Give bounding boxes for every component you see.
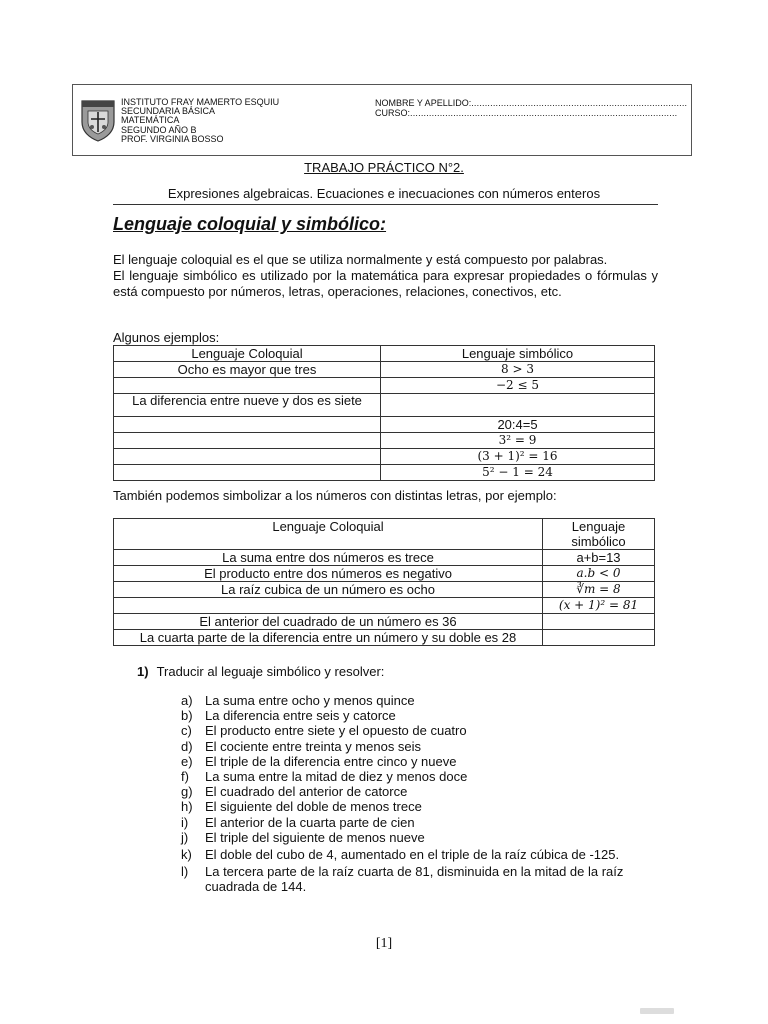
list-item xyxy=(181,693,661,708)
divider xyxy=(113,204,658,205)
column-header: Lenguaje Coloquial xyxy=(114,346,381,362)
page-subtitle: Expresiones algebraicas. Ecuaciones e inecuaciones con números enteros xyxy=(167,186,601,201)
school-line: PROF. VIRGINIA BOSSO xyxy=(121,133,224,144)
list-item xyxy=(181,815,661,830)
exercise-instruction: Traducir al leguaje simbólico y resolver: xyxy=(156,664,385,679)
table-row xyxy=(114,566,655,582)
symbolic-cell: −2 ≤ 5 xyxy=(381,378,655,394)
column-header: Lenguaje Coloquial xyxy=(114,519,543,550)
examples-table xyxy=(113,345,655,481)
colloquial-cell xyxy=(114,598,543,614)
page-number: [1] xyxy=(375,936,393,951)
intro-paragraph xyxy=(113,252,658,300)
exercise-list xyxy=(181,693,661,895)
column-header: Lenguaje simbólico xyxy=(543,519,655,550)
item-letter: l) xyxy=(181,864,189,880)
column-header: Lenguaje simbólico xyxy=(381,346,655,362)
item-text: El cuadrado del anterior de catorce xyxy=(205,784,408,800)
letters-table xyxy=(113,518,655,646)
list-item xyxy=(181,784,661,799)
table-row xyxy=(114,550,655,566)
school-info xyxy=(121,98,279,144)
school-crest-icon xyxy=(80,98,116,142)
colloquial-cell: La diferencia entre nueve y dos es siete xyxy=(114,394,381,417)
section-title: Lenguaje coloquial y simbólico: xyxy=(113,214,387,234)
list-item xyxy=(181,769,661,784)
table-row xyxy=(114,582,655,598)
name-field xyxy=(375,98,687,108)
colloquial-cell: El producto entre dos números es negativo xyxy=(114,566,543,582)
symbolic-cell: (x + 1)² = 81 xyxy=(543,598,655,614)
student-fields xyxy=(375,98,687,118)
item-text: El triple de la diferencia entre cinco y nueve xyxy=(205,753,457,769)
item-text: El anterior de la cuarta parte de cien xyxy=(205,814,415,830)
colloquial-cell xyxy=(114,449,381,465)
item-text: La diferencia entre seis y catorce xyxy=(205,708,396,724)
list-item xyxy=(181,754,661,769)
scanner-watermark xyxy=(640,1008,674,1014)
symbolic-cell xyxy=(381,394,655,417)
list-item xyxy=(181,799,661,814)
course-field xyxy=(375,108,687,118)
item-text: El cociente entre treinta y menos seis xyxy=(205,738,422,754)
colloquial-cell xyxy=(114,378,381,394)
item-letter: e) xyxy=(181,753,193,769)
item-letter: k) xyxy=(181,847,192,863)
table-header-row xyxy=(114,519,655,550)
item-text: El triple del siguiente de menos nueve xyxy=(205,829,425,845)
page-title: TRABAJO PRÁCTICO N°2. xyxy=(304,160,464,175)
list-item xyxy=(181,723,661,738)
colloquial-cell: La cuarta parte de la diferencia entre un número y su doble es 28 xyxy=(114,630,543,646)
symbolic-cell: a.b < 0 xyxy=(543,566,655,582)
colloquial-cell xyxy=(114,433,381,449)
school-line: MATEMÁTICA xyxy=(121,115,180,126)
table-row xyxy=(114,417,655,433)
item-text: La suma entre ocho y menos quince xyxy=(205,693,415,708)
item-letter: h) xyxy=(181,799,193,815)
item-text: El producto entre siete y el opuesto de cuatro xyxy=(205,723,467,739)
symbolic-cell: 3² = 9 xyxy=(381,433,655,449)
intro-line-1: El lenguaje coloquial es el que se utiliza normalmente y está compuesto por palabras. xyxy=(113,252,608,267)
item-letter: i) xyxy=(181,814,189,830)
symbolic-cell: 20:4=5 xyxy=(381,417,655,433)
symbolic-cell: 5² − 1 = 24 xyxy=(381,465,655,481)
table-row xyxy=(114,362,655,378)
letters-intro: También podemos simbolizar a los números con distintas letras, por ejemplo: xyxy=(113,488,557,503)
list-item xyxy=(181,708,661,723)
item-letter: c) xyxy=(181,723,192,739)
list-item xyxy=(181,864,661,894)
item-letter: d) xyxy=(181,738,193,754)
symbolic-cell xyxy=(543,630,655,646)
table-row xyxy=(114,394,655,417)
colloquial-cell: La suma entre dos números es trece xyxy=(114,550,543,566)
table-row xyxy=(114,449,655,465)
exercise-heading xyxy=(137,664,384,679)
list-item xyxy=(181,739,661,754)
item-letter: b) xyxy=(181,708,193,724)
item-text: La suma entre la mitad de diez y menos doce xyxy=(205,769,468,785)
item-letter: f) xyxy=(181,769,189,785)
list-item xyxy=(181,830,661,845)
course-blank: ................................................................................................... xyxy=(410,108,678,118)
colloquial-cell xyxy=(114,417,381,433)
school-line: SEGUNDO AÑO B xyxy=(121,124,197,135)
examples-label: Algunos ejemplos: xyxy=(113,330,220,345)
item-text: El doble del cubo de 4, aumentado en el triple de la raíz cúbica de -125. xyxy=(205,847,620,863)
item-letter: j) xyxy=(181,829,189,845)
symbolic-cell: ∛m = 8 xyxy=(543,582,655,598)
course-label: CURSO: xyxy=(375,108,411,118)
colloquial-cell xyxy=(114,465,381,481)
name-label: NOMBRE Y APELLIDO: xyxy=(375,98,472,108)
symbolic-cell: a+b=13 xyxy=(543,550,655,566)
exercise-number: 1) xyxy=(137,664,149,679)
colloquial-cell: La raíz cubica de un número es ocho xyxy=(114,582,543,598)
table-row xyxy=(114,433,655,449)
intro-line-2: El lenguaje simbólico es utilizado por la matemática para expresar propiedades o fórmulas y está compuesto por números, letras, operaciones, relaciones, conectivos, etc. xyxy=(113,268,658,299)
symbolic-cell: 8 > 3 xyxy=(381,362,655,378)
school-line: SECUNDARIA BÁSICA xyxy=(121,106,216,117)
table-header-row xyxy=(114,346,655,362)
name-blank: ................................................................................ xyxy=(471,98,688,108)
item-letter: a) xyxy=(181,693,193,708)
table-row xyxy=(114,630,655,646)
item-text: La tercera parte de la raíz cuarta de 81, disminuida en la mitad de la raíz cuadrada de 144. xyxy=(205,864,624,895)
colloquial-cell: Ocho es mayor que tres xyxy=(114,362,381,378)
school-line: INSTITUTO FRAY MAMERTO ESQUIU xyxy=(121,97,280,107)
symbolic-cell: (3 + 1)² = 16 xyxy=(381,449,655,465)
table-row xyxy=(114,378,655,394)
item-text: El siguiente del doble de menos trece xyxy=(205,799,422,815)
table-row xyxy=(114,614,655,630)
symbolic-cell xyxy=(543,614,655,630)
table-row xyxy=(114,598,655,614)
list-item xyxy=(181,847,661,862)
table-row xyxy=(114,465,655,481)
colloquial-cell: El anterior del cuadrado de un número es 36 xyxy=(114,614,543,630)
item-letter: g) xyxy=(181,784,193,800)
